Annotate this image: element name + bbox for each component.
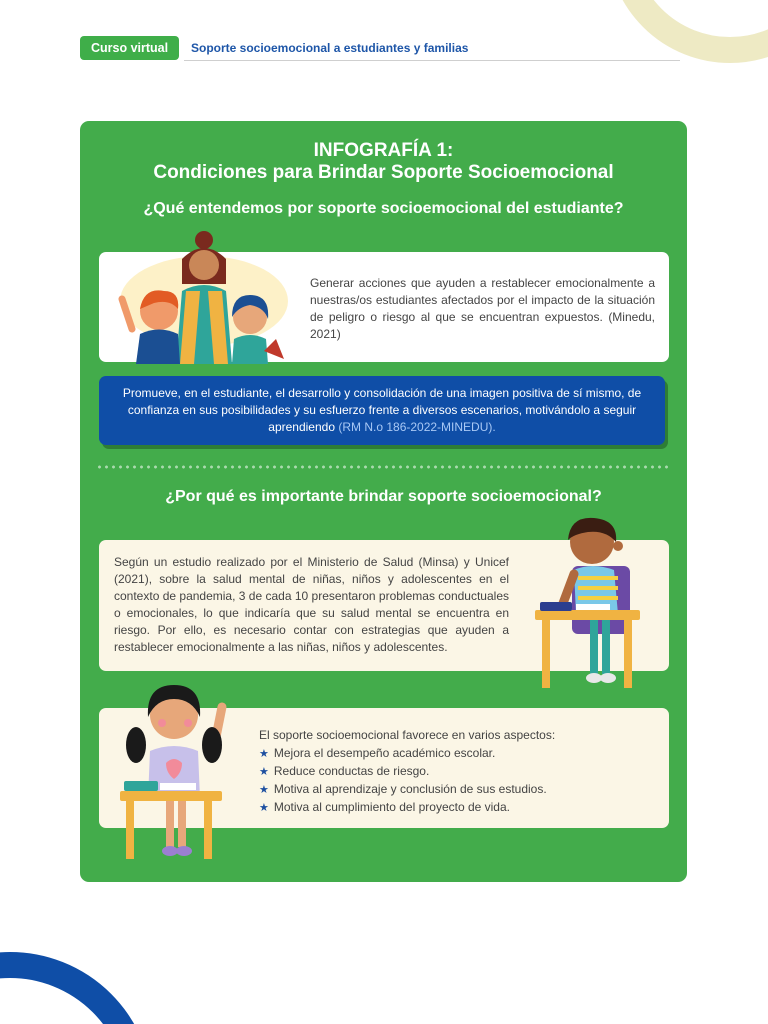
list-item [259,763,547,781]
dotted-divider [96,465,671,469]
benefit-text: Motiva al cumplimiento del proyecto de vida. [273,800,510,814]
star-icon: ★ [259,766,269,778]
study-text: Según un estudio realizado por el Ministerio de Salud (Minsa) y Unicef (2021), sobre la salud mental de niñas, niños y adolescentes en el contexto de pandemia, 3 de cada 10 presentaron problemas conductuales o emocionales, lo que indicaría que su salud mental se encuentra en riesgo. Por ello, es necesario contar con estrategias que ayuden a restablecer emocionalmente a las niñas, niños y adolescentes. [114,555,509,654]
star-icon: ★ [259,748,269,760]
star-icon: ★ [259,802,269,814]
girl-raising-hand-illustration [118,679,238,864]
star-icon: ★ [259,784,269,796]
list-item [259,745,547,763]
list-item [259,781,547,799]
header-divider [184,60,680,61]
highlight-box [99,376,665,445]
infographic-subtitle: Condiciones para Brindar Soporte Socioemocional [153,162,614,183]
benefit-text: Mejora el desempeño académico escolar. [273,746,496,760]
list-item [259,799,547,817]
teacher-and-students-illustration [114,229,294,364]
course-badge: Curso virtual [80,36,179,60]
question-importance: ¿Por qué es importante brindar soporte socioemocional? [165,488,602,505]
definition-body: Generar acciones que ayuden a restablecer emocionalmente a nuestras/os estudiantes afectados por el impacto de la situación de peligro o riesgo al que se encuentran expuestos. [310,276,655,324]
highlight-text: Promueve, en el estudiante, el desarrollo y consolidación de una imagen positiva de sí mismo, de confianza en sus posibilidades y su esfuerzo frente a diversos escenarios, motivándolo a seguir aprendiendo [122,386,642,434]
sad-boy-at-desk-illustration [532,514,652,694]
definition-reference: (Minedu, 2021) [310,310,655,341]
benefit-text: Reduce conductas de riesgo. [273,764,430,778]
benefits-list [259,745,547,817]
definition-text [310,275,655,343]
decorative-arc-bottom [0,945,160,1024]
infographic-number: INFOGRAFÍA 1: [313,140,454,161]
infographic-card [80,121,687,882]
benefits-intro: El soporte socioemocional favorece en varios aspectos: [259,728,556,742]
course-title: Soporte socioemocional a estudiantes y familias [191,41,469,55]
benefit-text: Motiva al aprendizaje y conclusión de sus estudios. [273,782,547,796]
highlight-reference: (RM N.o 186-2022-MINEDU). [338,420,496,434]
infographic-title [80,140,687,184]
question-definition: ¿Qué entendemos por soporte socioemocional del estudiante? [143,200,624,217]
page-header [80,36,680,62]
